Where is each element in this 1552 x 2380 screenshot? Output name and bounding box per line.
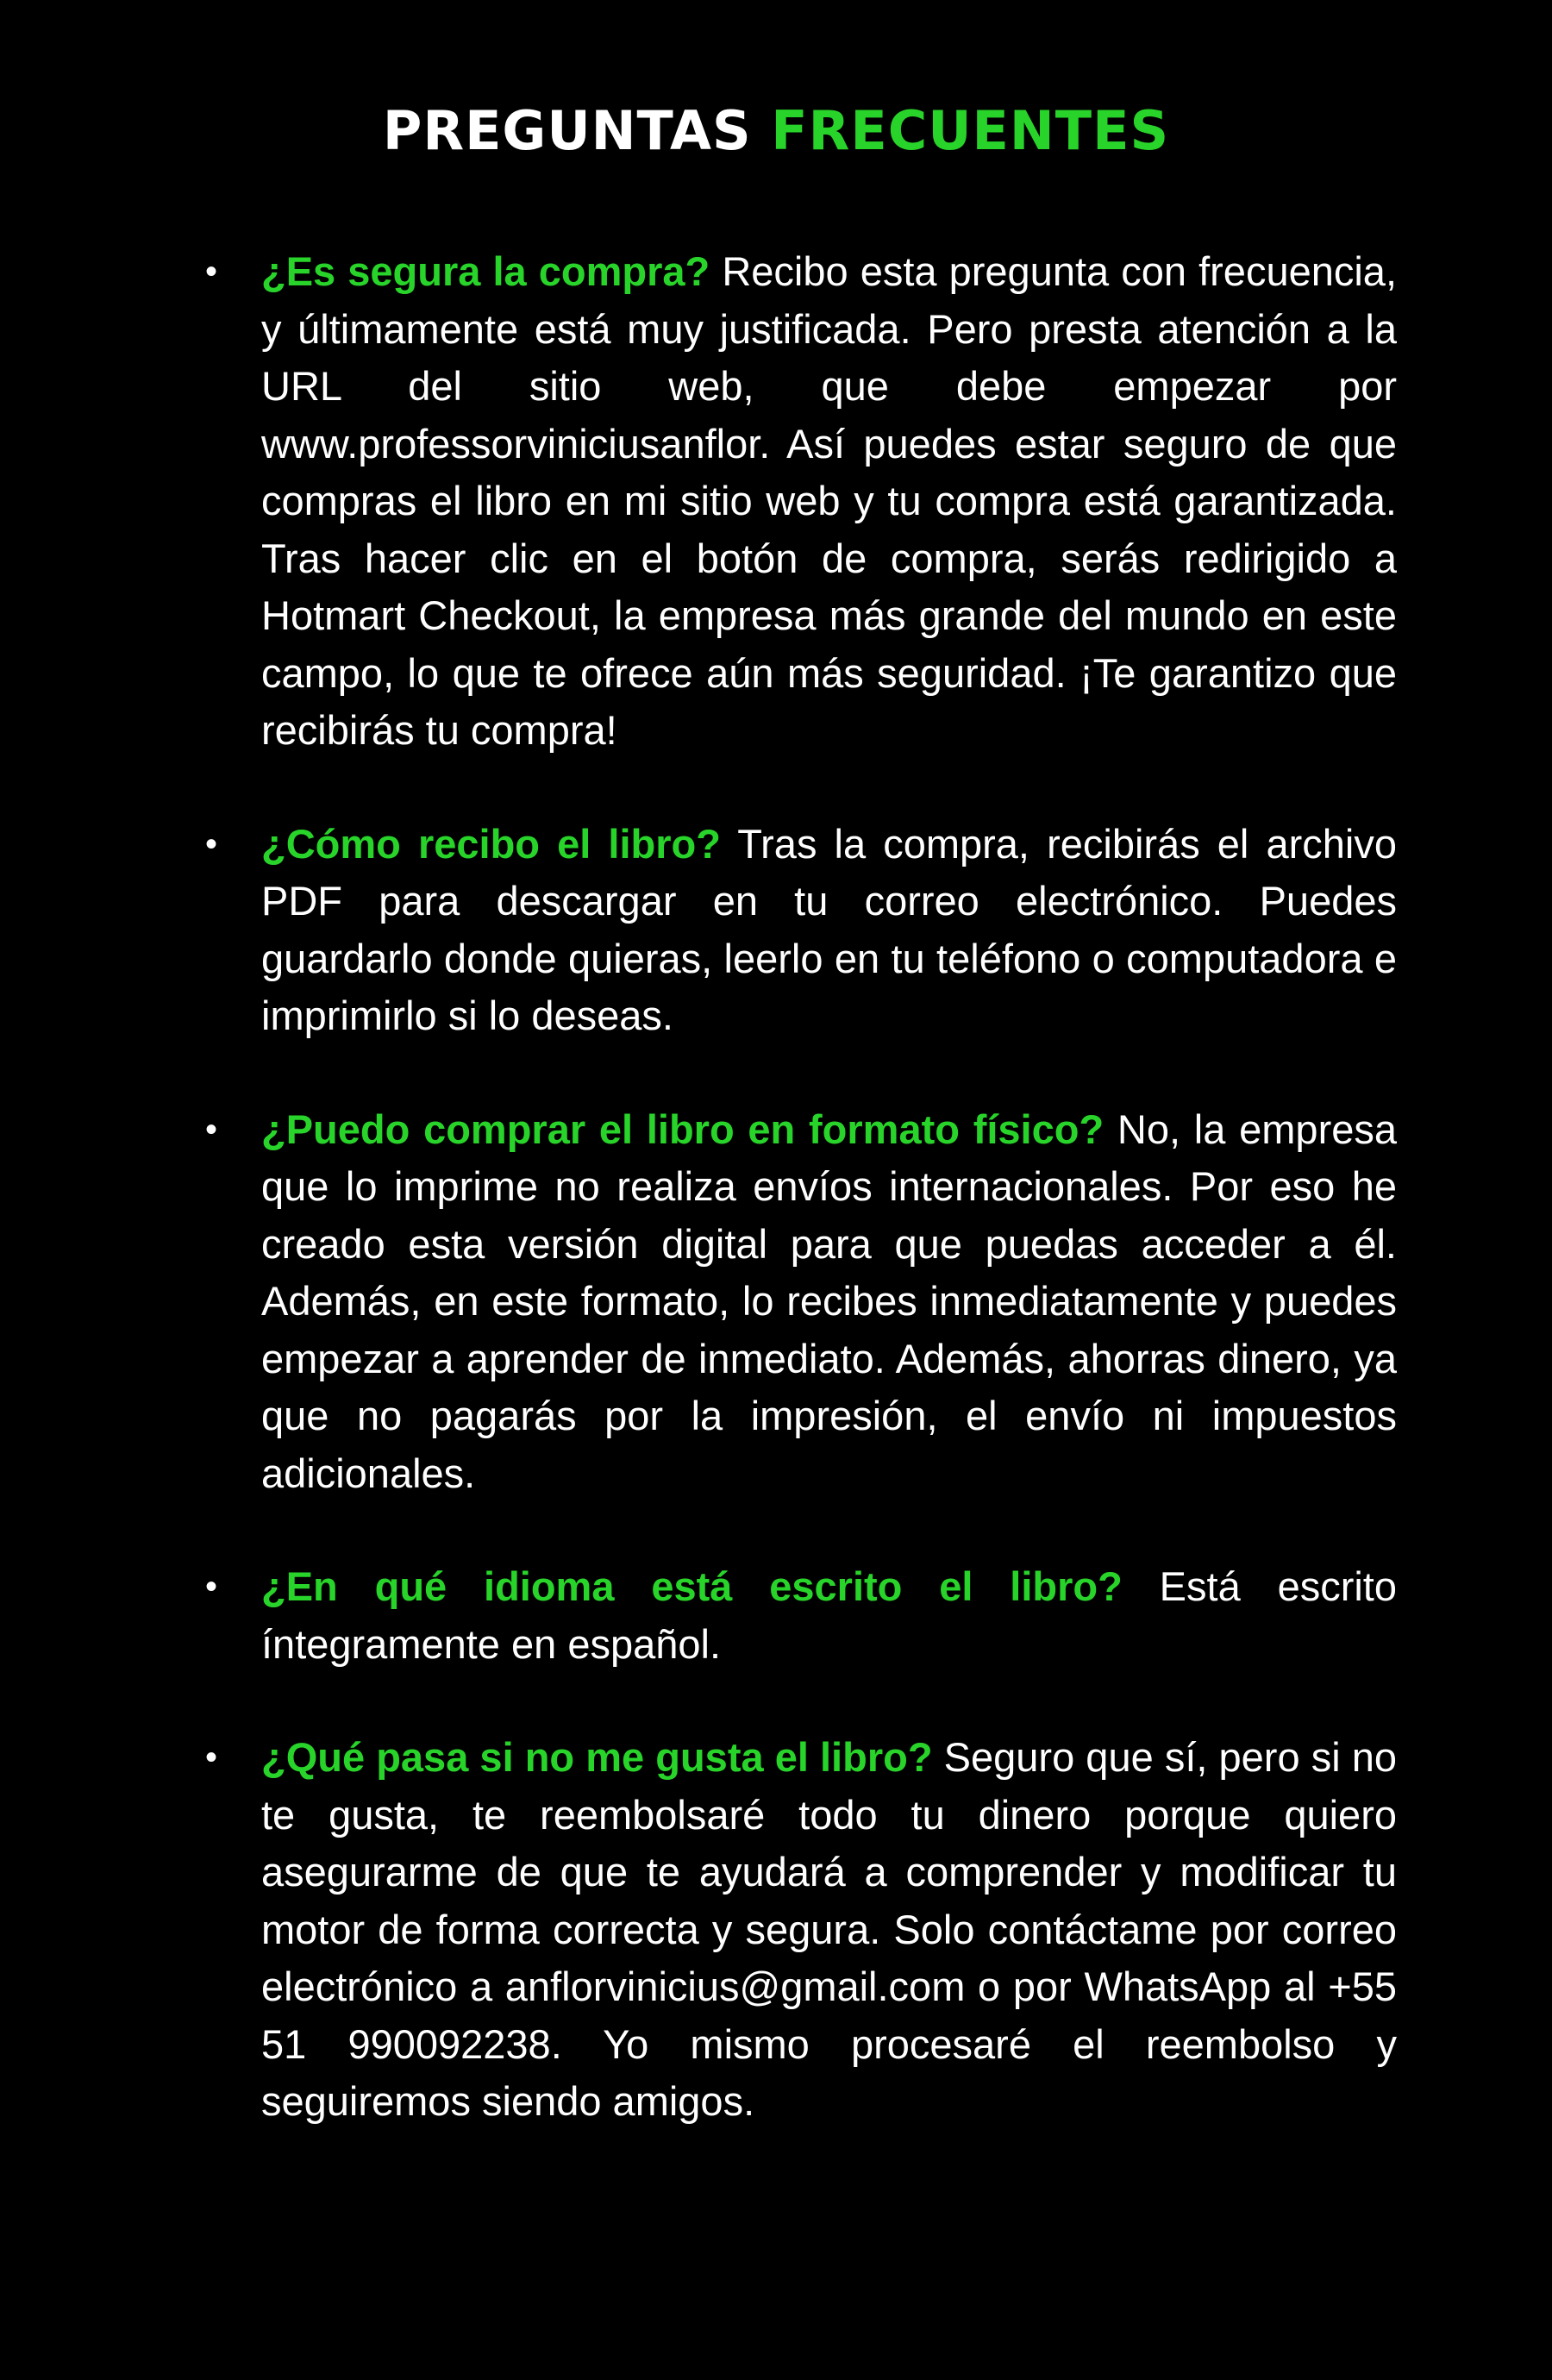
title-part-green: FRECUENTES <box>771 99 1170 162</box>
faq-question: ¿Es segura la compra? <box>261 248 710 294</box>
faq-question: ¿En qué idioma está escrito el libro? <box>261 1563 1123 1609</box>
faq-answer: No, la empresa que lo imprime no realiza envíos internacionales. Por eso he creado esta versión digital para que puedas acceder a él. Además, en este formato, lo recibes inmediatamente y puedes empezar a aprender de inmediato. Además, ahorras dinero, ya que no pagarás por la impresión, el envío ni impuestos adicionales. <box>261 1105 1397 1496</box>
bullet-icon: • <box>205 1568 218 1606</box>
faq-answer: Seguro que sí, pero si no te gusta, te reembolsaré todo tu dinero porque quiero asegurarme de que te ayudará a comprender y modificar tu motor de forma correcta y segura. Solo contáctame por correo electrónico a anflorvinicius@gmail.com o por WhatsApp al +55 51 990092238. Yo mismo procesaré el reembolso y seguiremos siendo amigos. <box>261 1734 1398 2124</box>
faq-item-refund <box>205 1729 1398 2131</box>
page-title <box>0 93 1552 169</box>
faq-answer: Recibo esta pregunta con frecuencia, y últimamente está muy justificada. Pero presta atención a la URL del sitio web, que debe empezar por www.professorviniciusanflor. Así puedes estar seguro de que compras el libro en mi sitio web y tu compra está garantizada. Tras hacer clic en el botón de compra, serás redirigido a Hotmart Checkout, la empresa más grande del mundo en este campo, lo que te ofrece aún más seguridad. ¡Te garantizo que recibirás tu compra! <box>261 248 1397 753</box>
bullet-icon: • <box>205 824 218 863</box>
faq-list <box>205 243 1398 2187</box>
faq-question: ¿Puedo comprar el libro en formato físico? <box>261 1105 1105 1152</box>
bullet-icon: • <box>205 253 218 291</box>
faq-item-language <box>205 1558 1397 1673</box>
faq-answer: Está escrito íntegramente en español. <box>261 1563 1397 1667</box>
bullet-icon: • <box>205 1110 218 1149</box>
faq-item-physical-format <box>205 1101 1397 1503</box>
faq-item-secure-purchase <box>205 243 1397 760</box>
title-part-white: PREGUNTAS <box>382 99 752 162</box>
faq-answer: Tras la compra, recibirás el archivo PDF para descargar en tu correo electrónico. Puedes guardarlo donde quieras, leerlo en tu teléfono o computadora e imprimirlo si lo deseas. <box>261 820 1397 1038</box>
faq-question: ¿Cómo recibo el libro? <box>261 820 721 867</box>
bullet-icon: • <box>205 1738 218 1776</box>
faq-item-how-receive <box>205 816 1397 1045</box>
faq-question: ¿Qué pasa si no me gusta el libro? <box>261 1734 933 1780</box>
